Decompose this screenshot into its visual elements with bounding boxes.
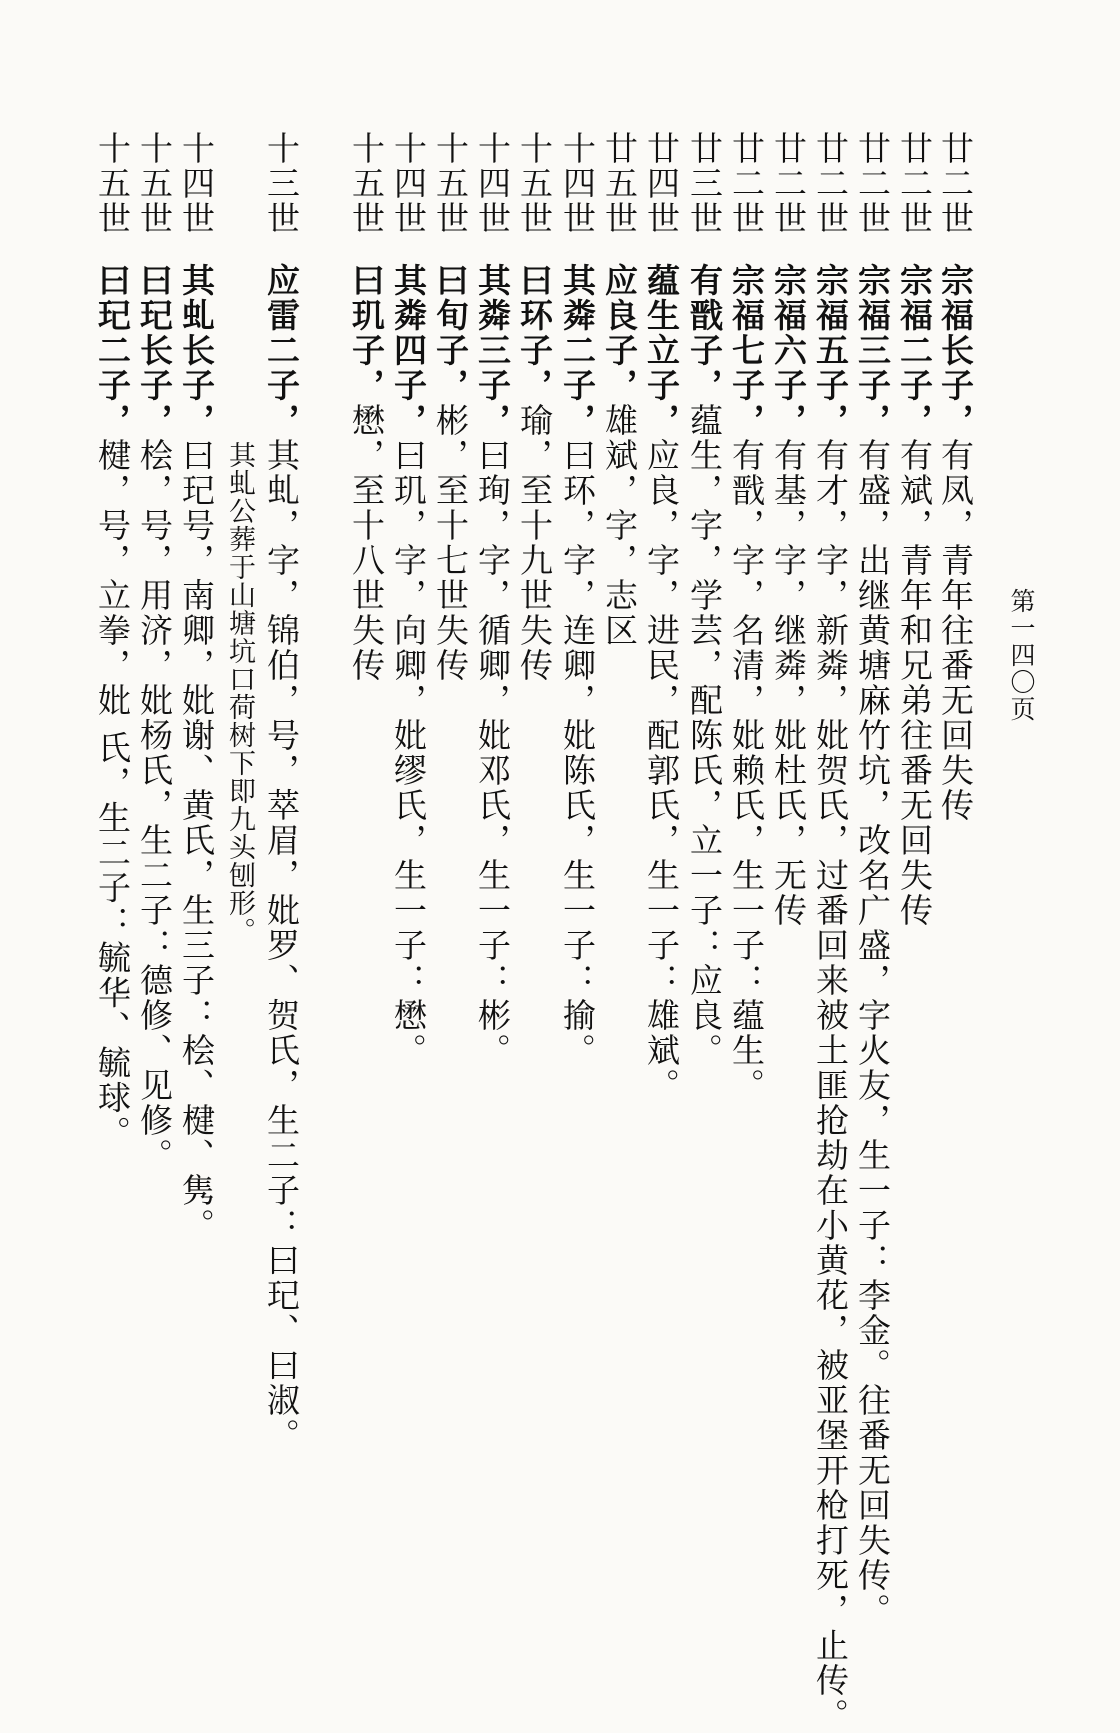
person-label: 宗福七子， xyxy=(727,263,766,438)
person-label: 曰玘长子， xyxy=(135,263,174,438)
genealogy-entry xyxy=(473,131,512,1068)
entry-text: 有戬，字，名清，妣赖氏，生一子：蕴生。 xyxy=(727,438,766,1103)
person-label: 应雷二子， xyxy=(262,263,301,438)
person-label: 宗福五子， xyxy=(811,263,850,438)
person-label: 其虬长子， xyxy=(177,263,216,438)
genealogy-entry xyxy=(558,131,597,1068)
entry-text: 懋，至十八世失传 xyxy=(347,403,386,683)
generation-label: 廿二世 xyxy=(811,131,850,236)
entry-text: 曰珣，字，循卿，妣邓氏，生一子：彬。 xyxy=(473,438,512,1068)
generation-label: 十五世 xyxy=(515,131,554,236)
entry-text: 其虬，字，锦伯，号，萃眉，妣罗、贺氏，生二子：曰玘、曰淑。 xyxy=(262,438,301,1453)
entry-text: 曰玘号，南卿，妣谢、黄氏，生三子：桧、楗、隽。 xyxy=(177,438,216,1243)
generation-label: 十四世 xyxy=(473,131,512,236)
genealogy-entry xyxy=(515,131,554,683)
person-label: 曰旬子， xyxy=(431,263,470,403)
genealogy-entry xyxy=(642,131,681,1103)
generation-label: 廿二世 xyxy=(853,131,892,236)
entry-text: 有凤，青年往番无回失传 xyxy=(936,438,975,823)
genealogy-entry xyxy=(135,131,174,1173)
generation-label: 廿二世 xyxy=(895,131,934,236)
genealogy-entry xyxy=(262,131,301,1453)
person-label: 其粦四子， xyxy=(389,263,428,438)
entry-text: 桧，号，用济，妣杨氏，生二子：德修、见修。 xyxy=(135,438,174,1173)
person-label: 曰玑子， xyxy=(347,263,386,403)
person-label: 曰环子， xyxy=(515,263,554,403)
entry-text: 应良，字，进民，配郭氏，生一子：雄斌。 xyxy=(642,438,681,1103)
burial-note: 其虬公葬于山塘坑口荷树下即九头刨形。 xyxy=(224,441,255,945)
person-label: 曰玘二子， xyxy=(93,263,132,438)
generation-label: 十三世 xyxy=(262,131,301,236)
generation-label: 十四世 xyxy=(177,131,216,236)
entry-text: 有基，字，继粦，妣杜氏，无传 xyxy=(769,438,808,928)
genealogy-entry xyxy=(177,131,216,1243)
genealogy-entry xyxy=(600,131,639,648)
person-label: 宗福长子， xyxy=(936,263,975,438)
entry-text: 有斌，青年和兄弟往番无回失传 xyxy=(895,438,934,928)
generation-label: 十五世 xyxy=(347,131,386,236)
generation-label: 廿五世 xyxy=(600,131,639,236)
genealogy-entry xyxy=(685,131,724,1068)
entry-text: 蕴生，字，学芸，配陈氏，立一子：应良。 xyxy=(685,403,724,1068)
entry-text: 曰环，字，连卿，妣陈氏，生一子：揄。 xyxy=(558,438,597,1068)
person-label: 应良子， xyxy=(600,263,639,403)
person-label: 其粦二子， xyxy=(558,263,597,438)
person-label: 宗福二子， xyxy=(895,263,934,438)
generation-label: 廿二世 xyxy=(769,131,808,236)
genealogy-entry xyxy=(727,131,766,1103)
generation-label: 十五世 xyxy=(93,131,132,236)
genealogy-entry xyxy=(389,131,428,1068)
entry-text: 彬，至十七世失传 xyxy=(431,403,470,683)
genealogy-entry xyxy=(811,131,850,1733)
entry-text: 雄斌，字，志区 xyxy=(600,403,639,648)
page-number: 第一四〇页 xyxy=(1007,588,1036,723)
generation-label: 廿四世 xyxy=(642,131,681,236)
entry-text: 有盛，出继黄塘麻竹坑，改名广盛，字火友，生一子：李金。往番无回失传。 xyxy=(853,438,892,1628)
generation-label: 廿二世 xyxy=(727,131,766,236)
generation-label: 十五世 xyxy=(431,131,470,236)
genealogy-entry xyxy=(769,131,808,928)
genealogy-entry xyxy=(895,131,934,928)
person-label: 有戬子， xyxy=(685,263,724,403)
genealogy-entry xyxy=(936,131,975,823)
entry-text: 楗，号，立拳，妣 氏，生二子：毓华、毓球。 xyxy=(93,438,132,1151)
genealogy-entry xyxy=(93,131,132,1151)
generation-label: 十五世 xyxy=(135,131,174,236)
entry-text: 有才，字，新粦，妣贺氏，过番回来被土匪抢劫在小黄花，被亚堡开枪打死，止传。 xyxy=(811,438,850,1733)
generation-label: 廿二世 xyxy=(936,131,975,236)
entry-text: 瑜，至十九世失传 xyxy=(515,403,554,683)
genealogy-entry xyxy=(853,131,892,1628)
person-label: 其粦三子， xyxy=(473,263,512,438)
person-label: 宗福三子， xyxy=(853,263,892,438)
person-label: 蕴生立子， xyxy=(642,263,681,438)
entry-text: 曰玑，字，向卿，妣缪氏，生一子：懋。 xyxy=(389,438,428,1068)
generation-label: 十四世 xyxy=(389,131,428,236)
generation-label: 十四世 xyxy=(558,131,597,236)
genealogy-entry xyxy=(431,131,470,683)
genealogy-entry xyxy=(347,131,386,683)
person-label: 宗福六子， xyxy=(769,263,808,438)
generation-label: 廿三世 xyxy=(685,131,724,236)
